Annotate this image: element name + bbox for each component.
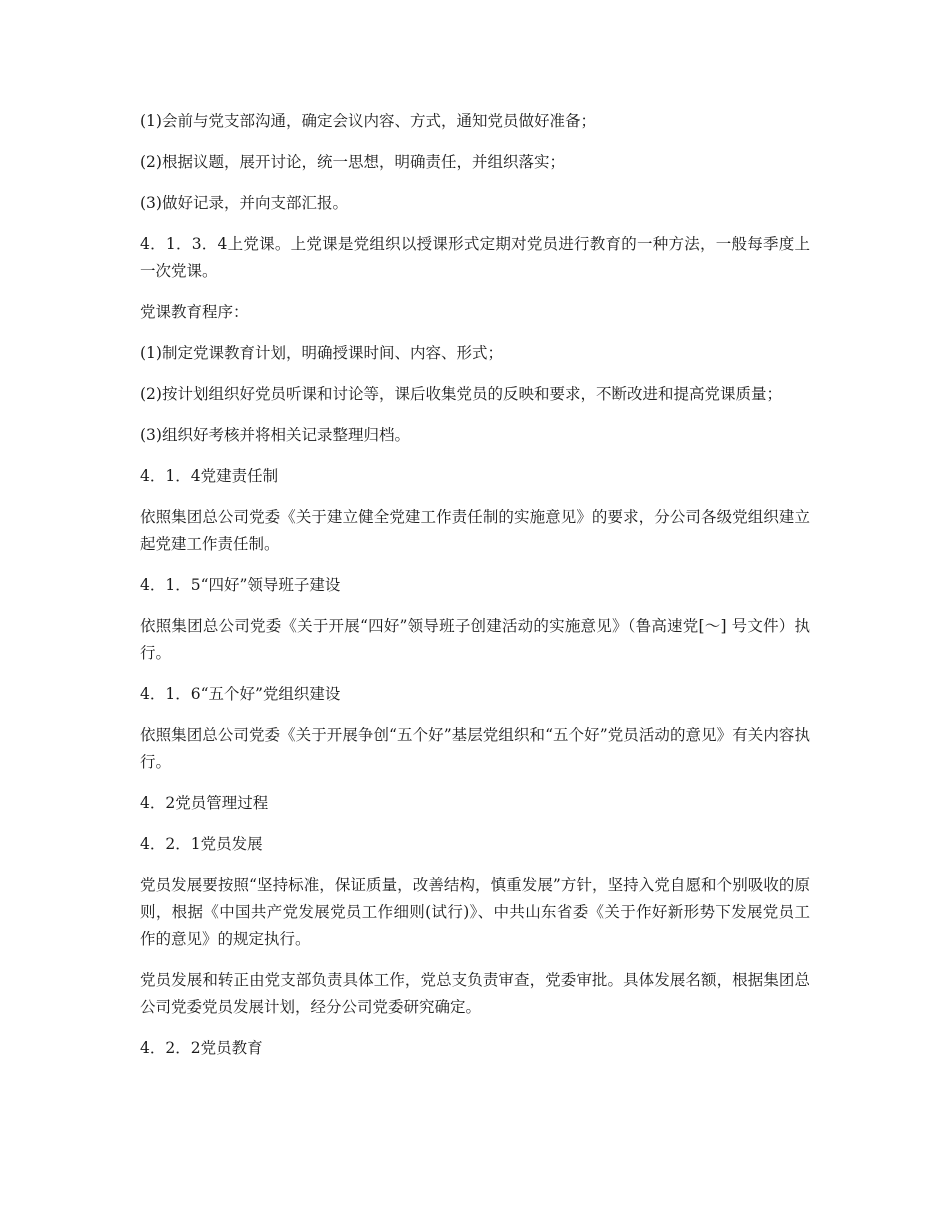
- paragraph-lecture-step-2: (2)按计划组织好党员听课和讨论等，课后收集党员的反映和要求，不断改进和提高党课质量；: [140, 385, 782, 403]
- paragraph-meeting-step-1: (1)会前与党支部沟通，确定会议内容、方式，通知党员做好准备；: [140, 112, 596, 130]
- paragraph-five-good-organization: 依照集团总公司党委《关于开展争创“五个好”基层党组织和“五个好”党员活动的意见》有关内容执行。: [140, 726, 810, 771]
- paragraph-lecture-step-3: (3)组织好考核并将相关记录整理归档。: [140, 426, 410, 444]
- paragraph-member-development: 党员发展要按照“坚持标准，保证质量，改善结构，慎重发展”方针，坚持入党自愿和个别吸收的原则，根据《中国共产党发展党员工作细则(试行)》、中共山东省委《关于作好新形势下发展党员工作的意见》的规定执行。: [140, 876, 810, 948]
- section-heading-4-2-1: 4．2．1党员发展: [140, 835, 263, 853]
- paragraph-meeting-step-2: (2)根据议题，展开讨论，统一思想，明确责任，并组织落实；: [140, 153, 565, 171]
- paragraph-lecture-procedure: 党课教育程序：: [140, 303, 249, 321]
- section-heading-4-1-6: 4．1．6“五个好”党组织建设: [140, 685, 341, 703]
- paragraph-member-approval: 党员发展和转正由党支部负责具体工作，党总支负责审查，党委审批。具体发展名额，根据集团总公司党委党员发展计划，经分公司党委研究确定。: [140, 971, 810, 1016]
- paragraph-meeting-step-3: (3)做好记录，并向支部汇报。: [140, 194, 348, 212]
- section-heading-4-2-2: 4．2．2党员教育: [140, 1039, 263, 1057]
- paragraph-responsibility-system: 依照集团总公司党委《关于建立健全党建工作责任制的实施意见》的要求，分公司各级党组织建立起党建工作责任制。: [140, 508, 810, 553]
- paragraph-lecture-step-1: (1)制定党课教育计划，明确授课时间、内容、形式；: [140, 344, 503, 362]
- paragraph-four-good-leadership: 依照集团总公司党委《关于开展“四好”领导班子创建活动的实施意见》（鲁高速党[～] 号文件）执行。: [140, 617, 810, 662]
- section-heading-4-1-4: 4．1．4党建责任制: [140, 467, 279, 485]
- document-page: [140, 108, 810, 1076]
- paragraph-party-lecture: 4．1．3．4上党课。上党课是党组织以授课形式定期对党员进行教育的一种方法，一般每季度上一次党课。: [140, 235, 810, 280]
- section-heading-4-1-5: 4．1．5“四好”领导班子建设: [140, 576, 341, 594]
- section-heading-4-2: 4．2党员管理过程: [140, 794, 269, 812]
